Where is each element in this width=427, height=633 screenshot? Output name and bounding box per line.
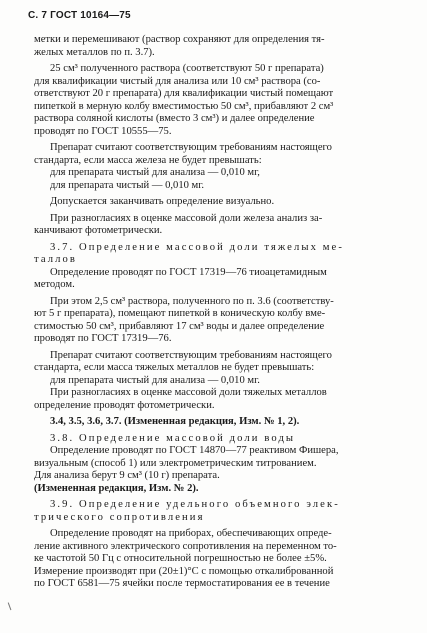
text-line: желых металлов по п. 3.7). bbox=[34, 46, 155, 58]
document-body bbox=[34, 34, 408, 591]
text-line: Допускается заканчивать определение визуально. bbox=[50, 196, 275, 207]
text-line: стандарта, если масса тяжелых металлов не будет превышать: bbox=[34, 362, 315, 373]
text-line: ке частотой 50 Гц с относительной погрешностью не более ±5%. bbox=[34, 553, 327, 564]
text-line: проводят по ГОСТ 10555—75. bbox=[34, 125, 172, 137]
page-header: С. 7 ГОСТ 10164—75 bbox=[28, 10, 131, 21]
text-line: для препарата чистый — 0,010 мг. bbox=[50, 179, 205, 191]
margin-mark bbox=[8, 602, 14, 611]
text-line: При разногласиях в оценке массовой доли тяжелых металлов bbox=[50, 387, 327, 398]
text-line: Определение проводят по ГОСТ 14870—77 реактивом Фишера, bbox=[50, 445, 339, 456]
text-line: стимостью 50 см³, прибавляют 17 см³ воды и далее определение bbox=[34, 320, 325, 332]
text-line: для препарата чистый для анализа — 0,010 мг. bbox=[50, 374, 260, 386]
text-line: по ГОСТ 6581—75 ячейки после термостатирования ее в течение bbox=[34, 578, 330, 589]
text-line: 25 см³ полученного раствора (соответствуют 50 г препарата) bbox=[50, 63, 324, 74]
text-line: Препарат считают соответствующим требованиям настоящего bbox=[50, 142, 332, 153]
text-line: раствора соляной кислоты (вместо 3 см³) и далее определение bbox=[34, 113, 315, 124]
text-line: Определение проводят по ГОСТ 17319—76 тиоацетамидным bbox=[50, 266, 327, 278]
text-line: Измерение производят при (20±1)°С с помощью откалиброванной bbox=[34, 565, 334, 577]
text-line: Для анализа берут 9 см³ (10 г) препарата. bbox=[34, 470, 220, 481]
section-heading: трического сопротивления bbox=[34, 511, 205, 523]
text-line: для препарата чистый для анализа — 0,010 мг, bbox=[50, 167, 260, 178]
text-line: метки и перемешивают (раствор сохраняют для определения тя- bbox=[34, 34, 325, 45]
text-line: ответствуют 20 г препарата) для квалификации чистый помещают bbox=[34, 88, 334, 99]
revision-note: 3.4, 3.5, 3.6, 3.7. (Измененная редакция, Изм. № 1, 2). bbox=[50, 416, 300, 427]
text-line: методом. bbox=[34, 279, 75, 290]
text-line: ют 5 г препарата), помещают пипеткой в коническую колбу вме- bbox=[34, 308, 326, 319]
text-line: определение проводят фотометрически. bbox=[34, 399, 215, 411]
text-line: канчивают фотометрически. bbox=[34, 225, 163, 236]
section-heading: таллов bbox=[34, 254, 78, 265]
text-line: визуальным (способ 1) или электрометрическим титрованием. bbox=[34, 457, 317, 469]
text-line: ление активного электрического сопротивления на переменном то- bbox=[34, 540, 337, 552]
text-line: проводят по ГОСТ 17319—76. bbox=[34, 333, 172, 344]
text-line: для квалификации чистый для анализа или 10 см³ раствора (со- bbox=[34, 75, 321, 87]
text-line: пипеткой в мерную колбу вместимостью 50 см³, прибавляют 2 см³ bbox=[34, 100, 334, 112]
text-line: При этом 2,5 см³ раствора, полученного по п. 3.6 (соответству- bbox=[50, 295, 334, 307]
section-heading: 3.8. Определение массовой доли воды bbox=[50, 432, 296, 444]
text-line: Определение проводят на приборах, обеспечивающих опреде- bbox=[50, 528, 332, 539]
text-line: Препарат считают соответствующим требованиям настоящего bbox=[50, 349, 332, 361]
revision-note: (Измененная редакция, Изм. № 2). bbox=[34, 482, 199, 494]
section-heading: 3.7. Определение массовой доли тяжелых ме- bbox=[50, 241, 344, 253]
text-line: При разногласиях в оценке массовой доли железа анализ за- bbox=[50, 212, 323, 224]
section-heading: 3.9. Определение удельного объемного элек- bbox=[50, 499, 340, 510]
text-line: стандарта, если масса железа не будет превышать: bbox=[34, 154, 262, 166]
